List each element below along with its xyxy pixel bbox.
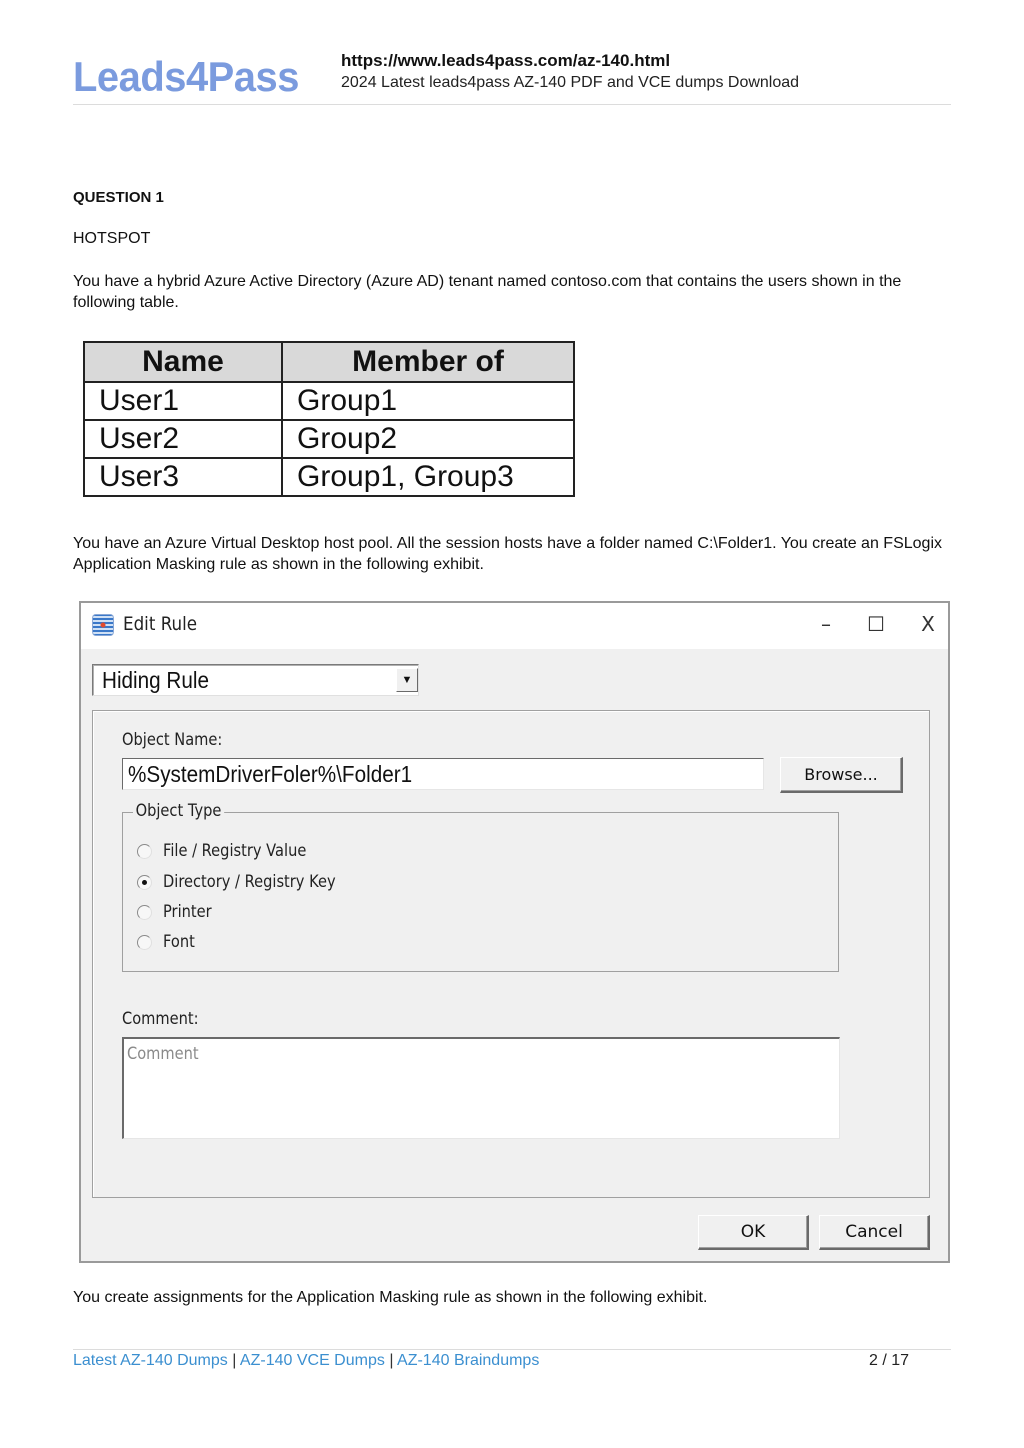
object-type-option-printer[interactable] bbox=[137, 900, 220, 924]
option-label: Printer bbox=[163, 902, 212, 922]
question-type: HOTSPOT bbox=[73, 230, 151, 247]
user-name-cell: User2 bbox=[84, 420, 282, 458]
page-number: 2 / 17 bbox=[869, 1352, 910, 1369]
close-button[interactable]: X bbox=[921, 612, 935, 636]
object-name-input[interactable] bbox=[122, 758, 764, 790]
ok-button[interactable]: OK bbox=[698, 1215, 809, 1250]
browse-button[interactable]: Browse... bbox=[780, 757, 903, 793]
member-of-cell: Group2 bbox=[282, 420, 574, 458]
object-type-option-directory-registry-key[interactable] bbox=[137, 870, 364, 894]
footer-divider bbox=[73, 1349, 951, 1350]
edit-rule-dialog bbox=[79, 601, 950, 1263]
footer-separator: | bbox=[232, 1352, 237, 1369]
fslogix-rule-icon bbox=[92, 614, 114, 636]
radio-button[interactable] bbox=[137, 905, 152, 920]
column-header-member-of: Member of bbox=[282, 342, 574, 382]
comment-label: Comment: bbox=[122, 1009, 199, 1029]
user-name-cell: User1 bbox=[84, 382, 282, 420]
host-pool-text: You have an Azure Virtual Desktop host pool. All the session hosts have a folder named C:\Folder1. You create an FSLogix Application Masking rule as shown in the following exhibit. bbox=[73, 535, 942, 573]
minimize-button[interactable]: – bbox=[821, 612, 831, 636]
column-header-name: Name bbox=[84, 342, 282, 382]
radio-button-checked[interactable] bbox=[137, 875, 152, 890]
member-of-cell: Group1 bbox=[282, 382, 574, 420]
radio-button[interactable] bbox=[137, 844, 152, 859]
dialog-title: Edit Rule bbox=[123, 613, 198, 635]
chevron-down-icon[interactable]: ▼ bbox=[396, 668, 418, 692]
comment-placeholder: Comment bbox=[127, 1044, 199, 1064]
header-subtitle: 2024 Latest leads4pass AZ-140 PDF and VCE dumps Download bbox=[341, 74, 800, 91]
object-type-legend: Object Type bbox=[133, 801, 224, 821]
object-type-group bbox=[122, 801, 839, 972]
radio-button[interactable] bbox=[137, 935, 152, 950]
rule-details-panel bbox=[92, 710, 930, 1198]
footer-links bbox=[73, 1352, 539, 1370]
footer-link-vce-dumps[interactable]: AZ-140 VCE Dumps bbox=[239, 1352, 385, 1369]
users-table bbox=[83, 341, 575, 497]
question-intro: You have a hybrid Azure Active Directory (Azure AD) tenant named contoso.com that contains the users shown in the following table. bbox=[73, 273, 902, 311]
table-row bbox=[84, 382, 574, 420]
option-label: File / Registry Value bbox=[163, 841, 307, 861]
option-label: Directory / Registry Key bbox=[163, 872, 336, 892]
question-title: QUESTION 1 bbox=[73, 189, 164, 206]
object-name-value: %SystemDriverFoler%\Folder1 bbox=[128, 761, 413, 787]
dialog-titlebar bbox=[81, 603, 948, 649]
comment-textarea[interactable] bbox=[122, 1037, 840, 1139]
table-row bbox=[84, 420, 574, 458]
object-type-option-font[interactable] bbox=[137, 930, 200, 954]
rule-type-dropdown[interactable] bbox=[92, 664, 419, 696]
footer-link-latest-dumps[interactable]: Latest AZ-140 Dumps bbox=[73, 1352, 228, 1369]
table-row bbox=[84, 458, 574, 496]
header-url: https://www.leads4pass.com/az-140.html bbox=[341, 51, 671, 70]
maximize-button[interactable]: ☐ bbox=[867, 612, 885, 636]
users-table-header-row bbox=[84, 342, 574, 382]
assignments-text: You create assignments for the Application Masking rule as shown in the following exhibit. bbox=[73, 1289, 708, 1306]
footer-link-braindumps[interactable]: AZ-140 Braindumps bbox=[397, 1352, 540, 1369]
member-of-cell: Group1, Group3 bbox=[282, 458, 574, 496]
header-divider bbox=[73, 104, 951, 105]
leads4pass-logo: Leads4Pass bbox=[73, 53, 299, 100]
option-label: Font bbox=[163, 932, 195, 952]
footer-separator: | bbox=[389, 1352, 394, 1369]
user-name-cell: User3 bbox=[84, 458, 282, 496]
rule-type-value: Hiding Rule bbox=[102, 667, 210, 693]
object-name-label: Object Name: bbox=[122, 730, 223, 750]
object-type-option-file-registry-value[interactable] bbox=[137, 839, 330, 863]
cancel-button[interactable]: Cancel bbox=[819, 1215, 930, 1250]
